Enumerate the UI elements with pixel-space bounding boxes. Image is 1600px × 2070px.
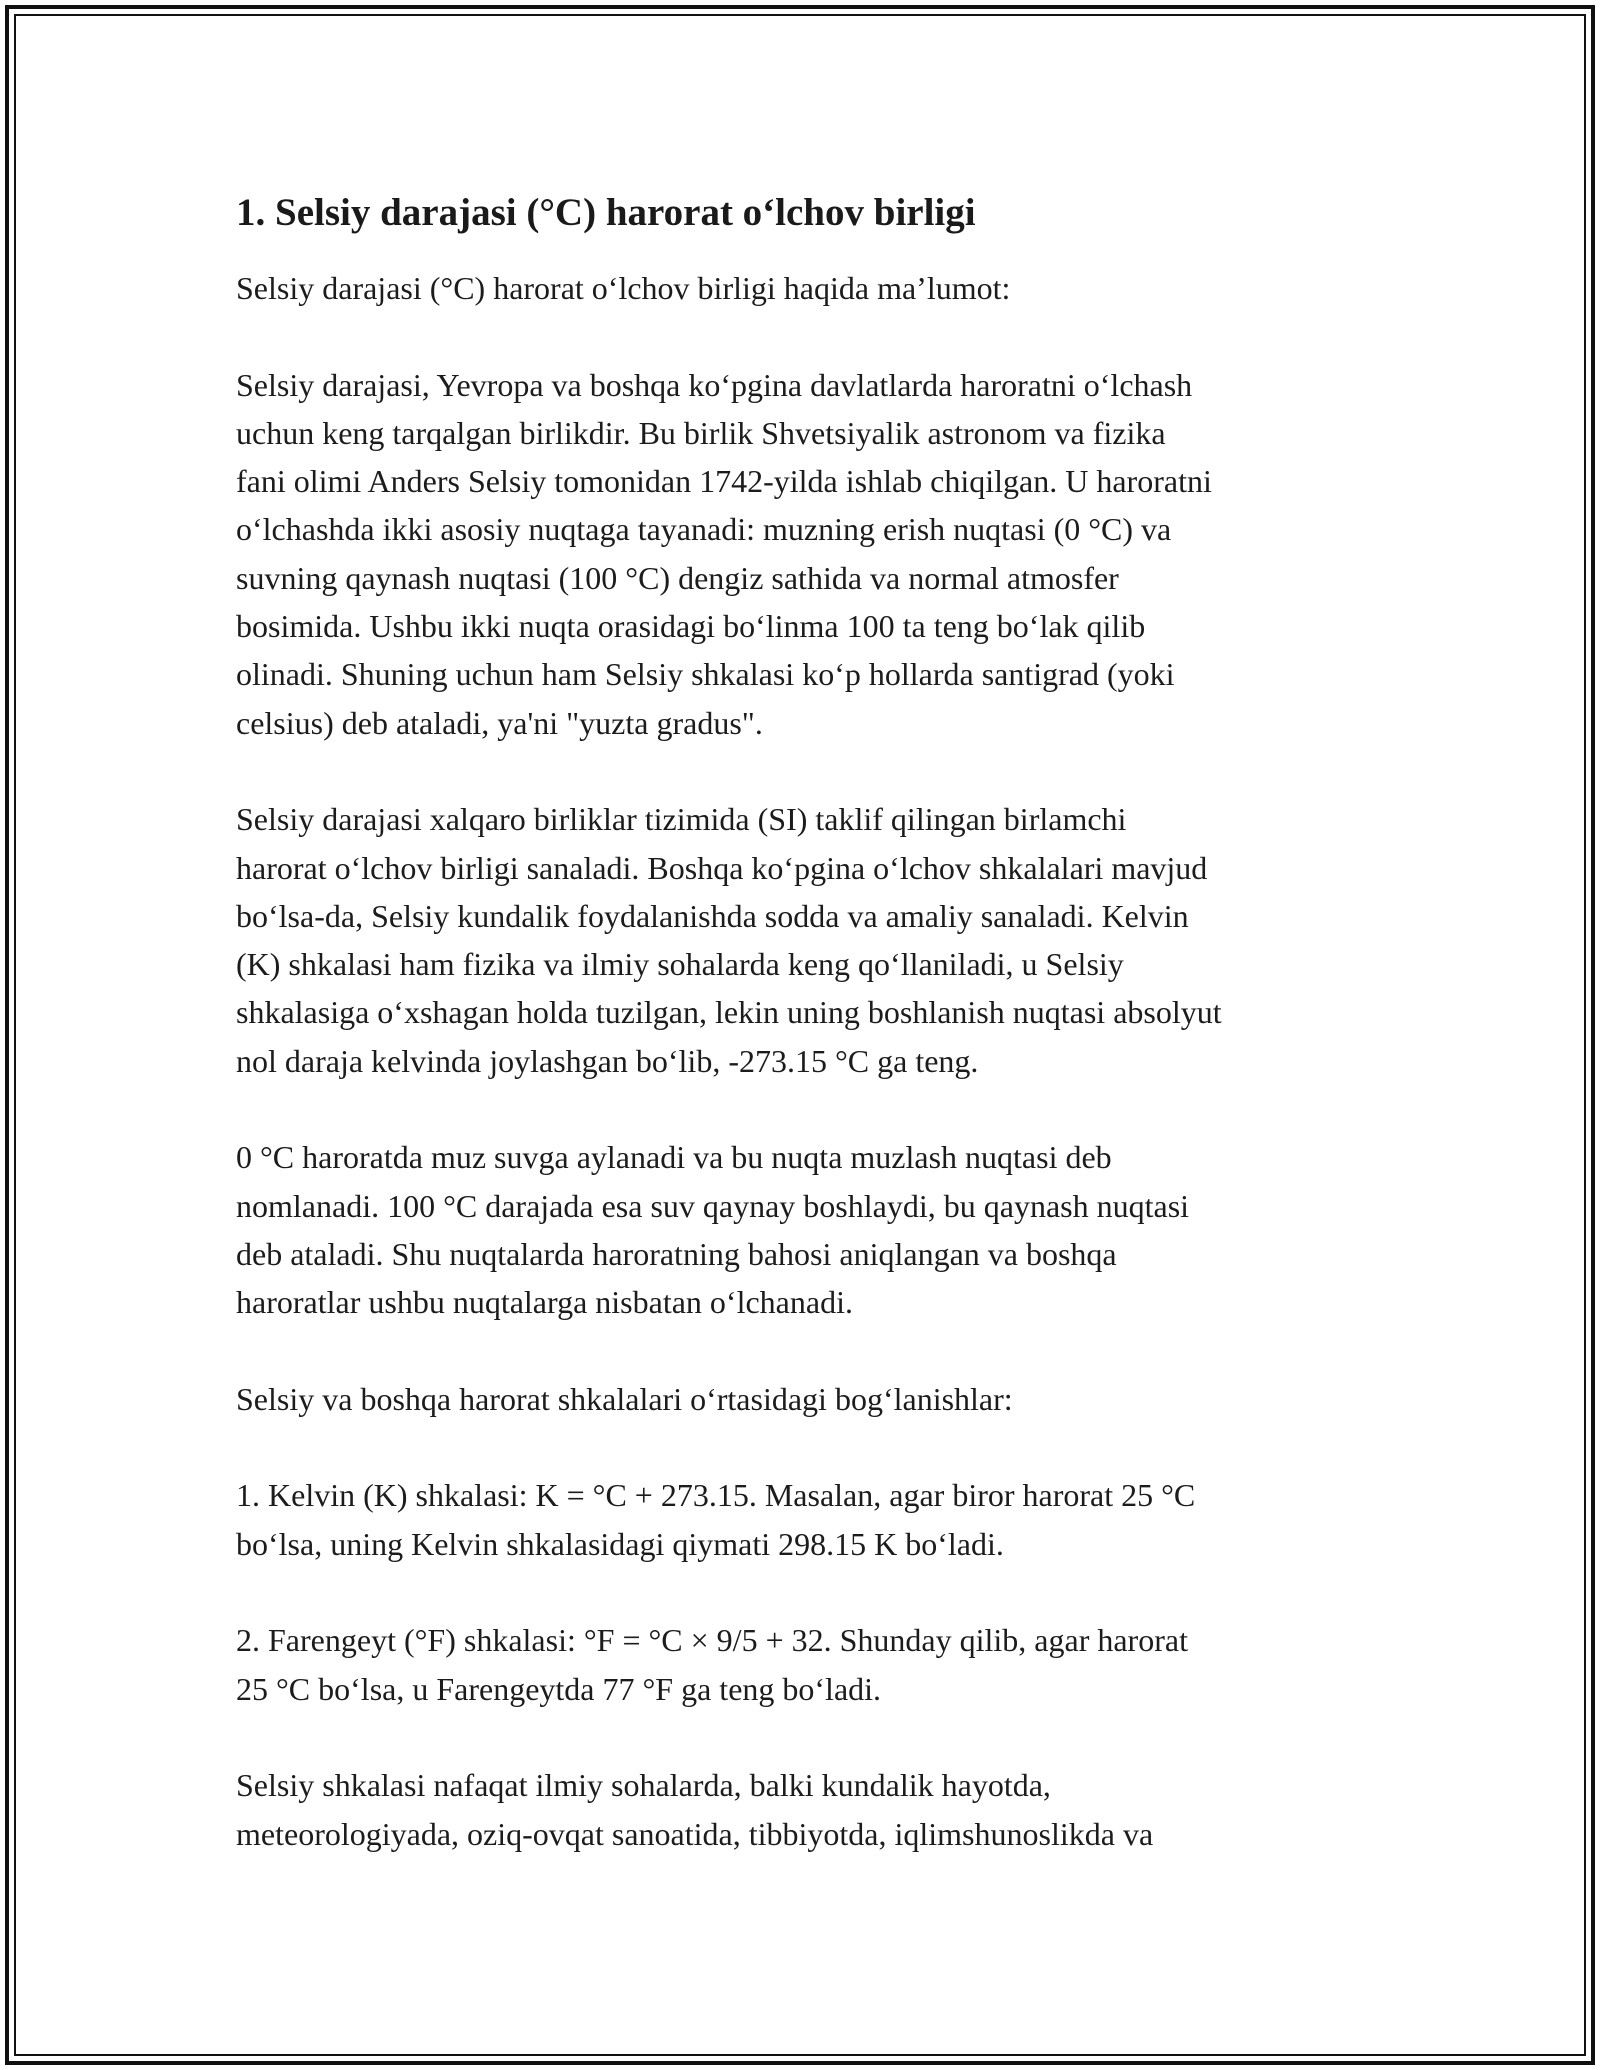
paragraph-kelvin-formula: 1. Kelvin (K) shkalasi: K = °C + 273.15. Masalan, agar biror harorat 25 °C bo‘lsa, uning Kelvin shkalasidagi qiymati 298.15 K bo‘ladi.: [236, 1477, 1196, 1562]
paragraph-freezing-boiling: 0 °C haroratda muz suvga aylanadi va bu nuqta muzlash nuqtasi deb nomlanadi. 100 °C darajada esa suv qaynay boshlaydi, bu qaynash nuqtasi deb ataladi. Shu nuqtalarda haroratning bahosi aniqlangan va boshqa haroratlar ushbu nuqtalarga nisbatan o‘lchanadi.: [236, 1139, 1190, 1321]
paragraph-fahrenheit-formula: 2. Farengeyt (°F) shkalasi: °F = °C × 9/5 + 32. Shunday qilib, agar harorat 25 °C bo‘lsa, u Farengeytda 77 °F ga teng bo‘ladi.: [236, 1622, 1188, 1707]
paragraph-si-kelvin: Selsiy darajasi xalqaro birliklar tizimida (SI) taklif qilingan birlamchi harorat o‘lchov birligi sanaladi. Boshqa ko‘pgina o‘lchov shkalalari mavjud bo‘lsa-da, Selsiy kundalik foydalanishda sodda va amaliy sanaladi. Kelvin (K) shkalasi ham fizika va ilmiy sohalarda keng qo‘llaniladi, u Selsiy shkalasiga o‘xshagan holda tuzilgan, lekin uning boshlanish nuqtasi absolyut nol daraja kelvinda joylashgan bo‘lib, -273.15 °C ga teng.: [236, 801, 1222, 1079]
document-body: [236, 188, 1371, 1906]
document-title: 1. Selsiy darajasi (°C) harorat o‘lchov birligi: [236, 191, 976, 234]
paragraph-applications: Selsiy shkalasi nafaqat ilmiy sohalarda, balki kundalik hayotda, meteorologiyada, oziq-ovqat sanoatida, tibbiyotda, iqlimshunoslikda va: [236, 1767, 1154, 1852]
paragraph-history: Selsiy darajasi, Yevropa va boshqa ko‘pgina davlatlarda haroratni o‘lchash uchun keng tarqalgan birlikdir. Bu birlik Shvetsiyalik astronom va fizika fani olimi Anders Selsiy tomonidan 1742-yilda ishlab chiqilgan. U haroratni o‘lchashda ikki asosiy nuqtaga tayanadi: muzning erish nuqtasi (0 °C) va suvning qaynash nuqtasi (100 °C) dengiz sathida va normal atmosfer bosimida. Ushbu ikki nuqta orasidagi bo‘linma 100 ta teng bo‘lak qilib olinadi. Shuning uchun ham Selsiy shkalasi ko‘p hollarda santigrad (yoki celsius) deb ataladi, ya'ni "yuzta gradus".: [236, 366, 1212, 741]
paragraph-relations-heading: Selsiy va boshqa harorat shkalalari o‘rtasidagi bog‘lanishlar:: [236, 1380, 1013, 1417]
paragraph-intro: Selsiy darajasi (°C) harorat o‘lchov birligi haqida ma’lumot:: [236, 270, 1011, 306]
